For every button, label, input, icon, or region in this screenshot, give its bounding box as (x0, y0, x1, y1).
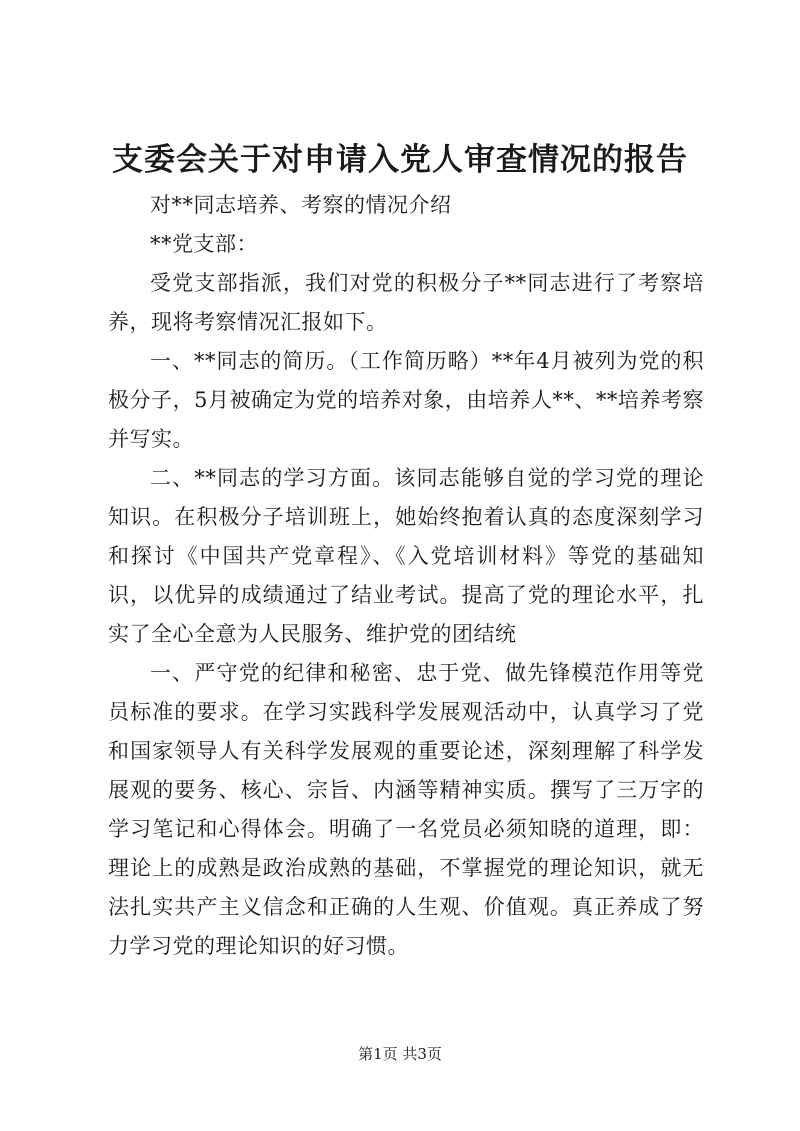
paragraph-discipline: 一、严守党的纪律和秘密、忠于党、做先锋模范作用等党员标准的要求。在学习实践科学发展观活动中，认真学习了党和国家领导人有关科学发展观的重要论述，深刻理解了科学发展观的要务、核心、宗旨、内涵等精神实质。撰写了三万字的学习笔记和心得体会。明确了一名党员必须知晓的道理，即：理论上的成熟是政治成熟的基础，不掌握党的理论知识，就无法扎实共产主义信念和正确的人生观、价值观。真正养成了努力学习党的理论知识的好习惯。 (108, 661, 704, 958)
paragraph-resume: 一、**同志的简历。（工作简历略）**年4月被列为党的积极分子，5月被确定为党的培养对象，由培养人**、**培养考察并写实。 (108, 349, 704, 451)
document-body (108, 186, 704, 966)
paragraph-intro: 对**同志培养、考察的情况介绍 (150, 193, 452, 217)
paragraph-study: 二、**同志的学习方面。该同志能够自觉的学习党的理论知识。在积极分子培训班上，她始终抱着认真的态度深刻学习和探讨《中国共产党章程》、《入党培训材料》等党的基础知识，以优异的成绩通过了结业考试。提高了党的理论水平，扎实了全心全意为人民服务、维护党的团结统 (108, 466, 704, 646)
paragraph-salutation: **党支部： (150, 232, 258, 256)
document-title: 支委会关于对申请入党人审查情况的报告 (112, 142, 688, 178)
paragraph-opening: 受党支部指派，我们对党的积极分子**同志进行了考察培养，现将考察情况汇报如下。 (108, 271, 704, 334)
page-number: 第1页 共3页 (358, 1045, 442, 1063)
